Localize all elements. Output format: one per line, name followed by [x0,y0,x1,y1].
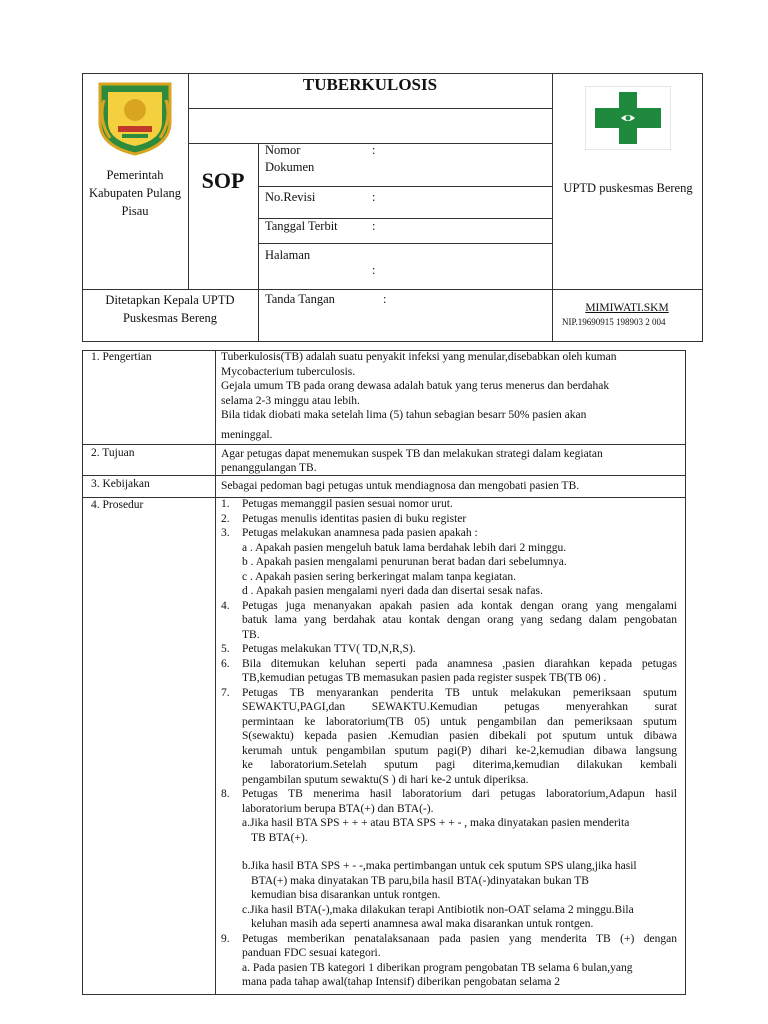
step-subitem: a. Pada pasien TB kategori 1 diberikan program pengobatan TB selama 6 bulan,yang [242,962,633,974]
step-subitem: keluhan masih ada seperti anamnesa awal maka disarankan untuk rontgen. [251,918,594,930]
step-text: panduan FDC sesuai kategori. [242,947,381,959]
step-subitem: kemudian bisa disarankan untuk rontgen. [251,889,441,901]
step-text: Bila ditemukan keluhan seperti pada anamnesa ,pasien diarahkan kepada petugas [242,658,677,670]
org-name: Pemerintah Kabupaten Pulang Pisau [89,168,181,218]
step-subitem: c.Jika hasil BTA(-),maka dilakukan terapi Antibiotik non-OAT selama 2 minggu.Bila [242,904,634,916]
page-title: TUBERKULOSIS [302,75,438,94]
pengertian-line: Gejala umum TB pada orang dewasa adalah batuk yang terus menerus dan berdahak [221,380,610,392]
pengertian-line: meninggal. [221,429,273,441]
step-text: ke laboratorium.Setelah sputum pagi diterima,kemudian dilakukan kembali [242,759,677,771]
step-number: 5. [221,643,230,655]
step-text: Petugas melakukan TTV( TD,N,R,S). [242,643,416,655]
step-number: 9. [221,933,230,945]
field-nomor-label: Nomor [265,143,301,157]
step-number: 2. [221,513,230,525]
step-subitem: d . Apakah pasien mengalami nyeri dada dan disertai sesak nafas. [242,585,543,597]
step-subitem: a.Jika hasil BTA SPS + + + atau BTA SPS + + - , maka dinyatakan pasien menderita [242,817,630,829]
step-text: SEWAKTU,PAGI,dan SEWAKTU.Kemudian petugas menyerahkan surat [242,701,677,713]
step-text: S(sewaktu) kepada pasien .Kemudian pasien dibekali pot sputum untuk dibawa [242,730,677,742]
field-dokumen-label: Dokumen [265,160,315,174]
tanda-tangan-colon: : [383,292,387,306]
step-number: 1. [221,498,230,510]
field-terbit-colon: : [372,219,376,233]
step-number: 4. [221,600,230,612]
field-revisi-colon: : [372,190,376,204]
field-revisi-label: No.Revisi [265,190,316,204]
tujuan-line: penanggulangan TB. [221,462,317,474]
step-subitem: mana pada tahap awal(tahap Intensif) diberikan pengobatan selama 2 [242,976,561,988]
sop-label: SOP [201,168,245,193]
pengertian-line: Tuberkulosis(TB) adalah suatu penyakit infeksi yang menular,disebabkan oleh kuman [221,351,617,363]
puskesmas-logo [585,86,671,150]
pengertian-line: selama 2-3 minggu atau lebih. [221,395,360,407]
field-nomor-colon: : [372,143,376,157]
step-subitem: b . Apakah pasien mengalami penurunan berat badan dari sebelumnya. [242,556,567,568]
field-halaman-label: Halaman [265,248,311,262]
step-number: 3. [221,527,230,539]
step-number: 7. [221,687,230,699]
step-subitem: a . Apakah pasien mengeluh batuk lama berdahak lebih dari 2 minggu. [242,542,567,554]
step-subitem: c . Apakah pasien sering berkeringat malam tanpa kegiatan. [242,571,516,583]
step-subitem: b.Jika hasil BTA SPS + - -,maka pertimbangan untuk cek sputum SPS ulang,jika hasil [242,860,637,872]
section-label-kebijakan: 3. Kebijakan [91,478,150,490]
step-text: permintaan ke laboratorium(TB 05) untuk pengambilan dan pemeriksaan sputum [242,716,677,728]
ditetapkan-label: Ditetapkan Kepala UPTD Puskesmas Bereng [105,293,235,325]
step-text: Petugas melakukan anamnesa pada pasien apakah : [242,527,478,539]
pengertian-line: Mycobacterium tuberculosis. [221,366,356,378]
signer-name: MIMIWATI.SKM [585,302,669,314]
tujuan-line: Agar petugas dapat menemukan suspek TB dan melakukan strategi dalam kegiatan [221,448,603,460]
step-text: Petugas TB menerima hasil laboratorium dari petugas laboratorium,Adapun hasil [242,788,677,800]
step-number: 6. [221,658,230,670]
signer-nip: NIP.19690915 198903 2 004 [562,317,666,327]
step-text: laboratorium berupa BTA(+) dan BTA(-). [242,803,434,815]
step-text: kerumah untuk pengambilan sputum pagi(P) dihari ke-2,kemudian dibawa langsung [242,745,677,757]
field-terbit-label: Tanggal Terbit [265,219,338,233]
tanda-tangan-label: Tanda Tangan [265,292,335,306]
step-subitem: BTA(+) maka dinyatakan TB paru,bila hasil BTA(-)dinyatakan bukan TB [251,875,589,887]
step-number: 8. [221,788,230,800]
kebijakan-line: Sebagai pedoman bagi petugas untuk mendiagnosa dan mengobati pasien TB. [221,480,580,492]
section-label-pengertian: 1. Pengertian [91,351,152,363]
step-text: TB,kemudian petugas TB memasukan pasien pada register suspek TB(TB 06) . [242,672,607,684]
step-text: Petugas juga menanyakan apakah pasien ada kontak dengan orang yang mengalami [242,600,677,612]
step-text: Petugas menulis identitas pasien di buku register [242,513,467,525]
step-text: Petugas memanggil pasien sesuai nomor urut. [242,498,453,510]
regency-logo [96,80,174,156]
step-text: batuk lama yang berdahak atau kontak dengan orang yang sedang dalam pengobatan [242,614,677,626]
section-label-tujuan: 2. Tujuan [91,447,135,459]
field-halaman-colon: : [372,263,376,277]
step-text: pengambilan sputum sewaktu(S ) di hari ke-2 untuk diperiksa. [242,774,529,786]
puskesmas-name: UPTD puskesmas Bereng [563,181,693,195]
step-text: TB. [242,629,260,641]
step-subitem: TB BTA(+). [251,832,308,844]
pengertian-line: Bila tidak diobati maka setelah lima (5) tahun sebagian besarr 50% pasien akan [221,409,587,421]
step-text: Petugas memberikan penatalaksanaan pada pasien yang menderita TB (+) dengan [242,933,677,945]
step-text: Petugas TB menyarankan penderita TB untuk melakukan pemeriksaan sputum [242,687,677,699]
section-label-prosedur: 4. Prosedur [91,499,144,511]
